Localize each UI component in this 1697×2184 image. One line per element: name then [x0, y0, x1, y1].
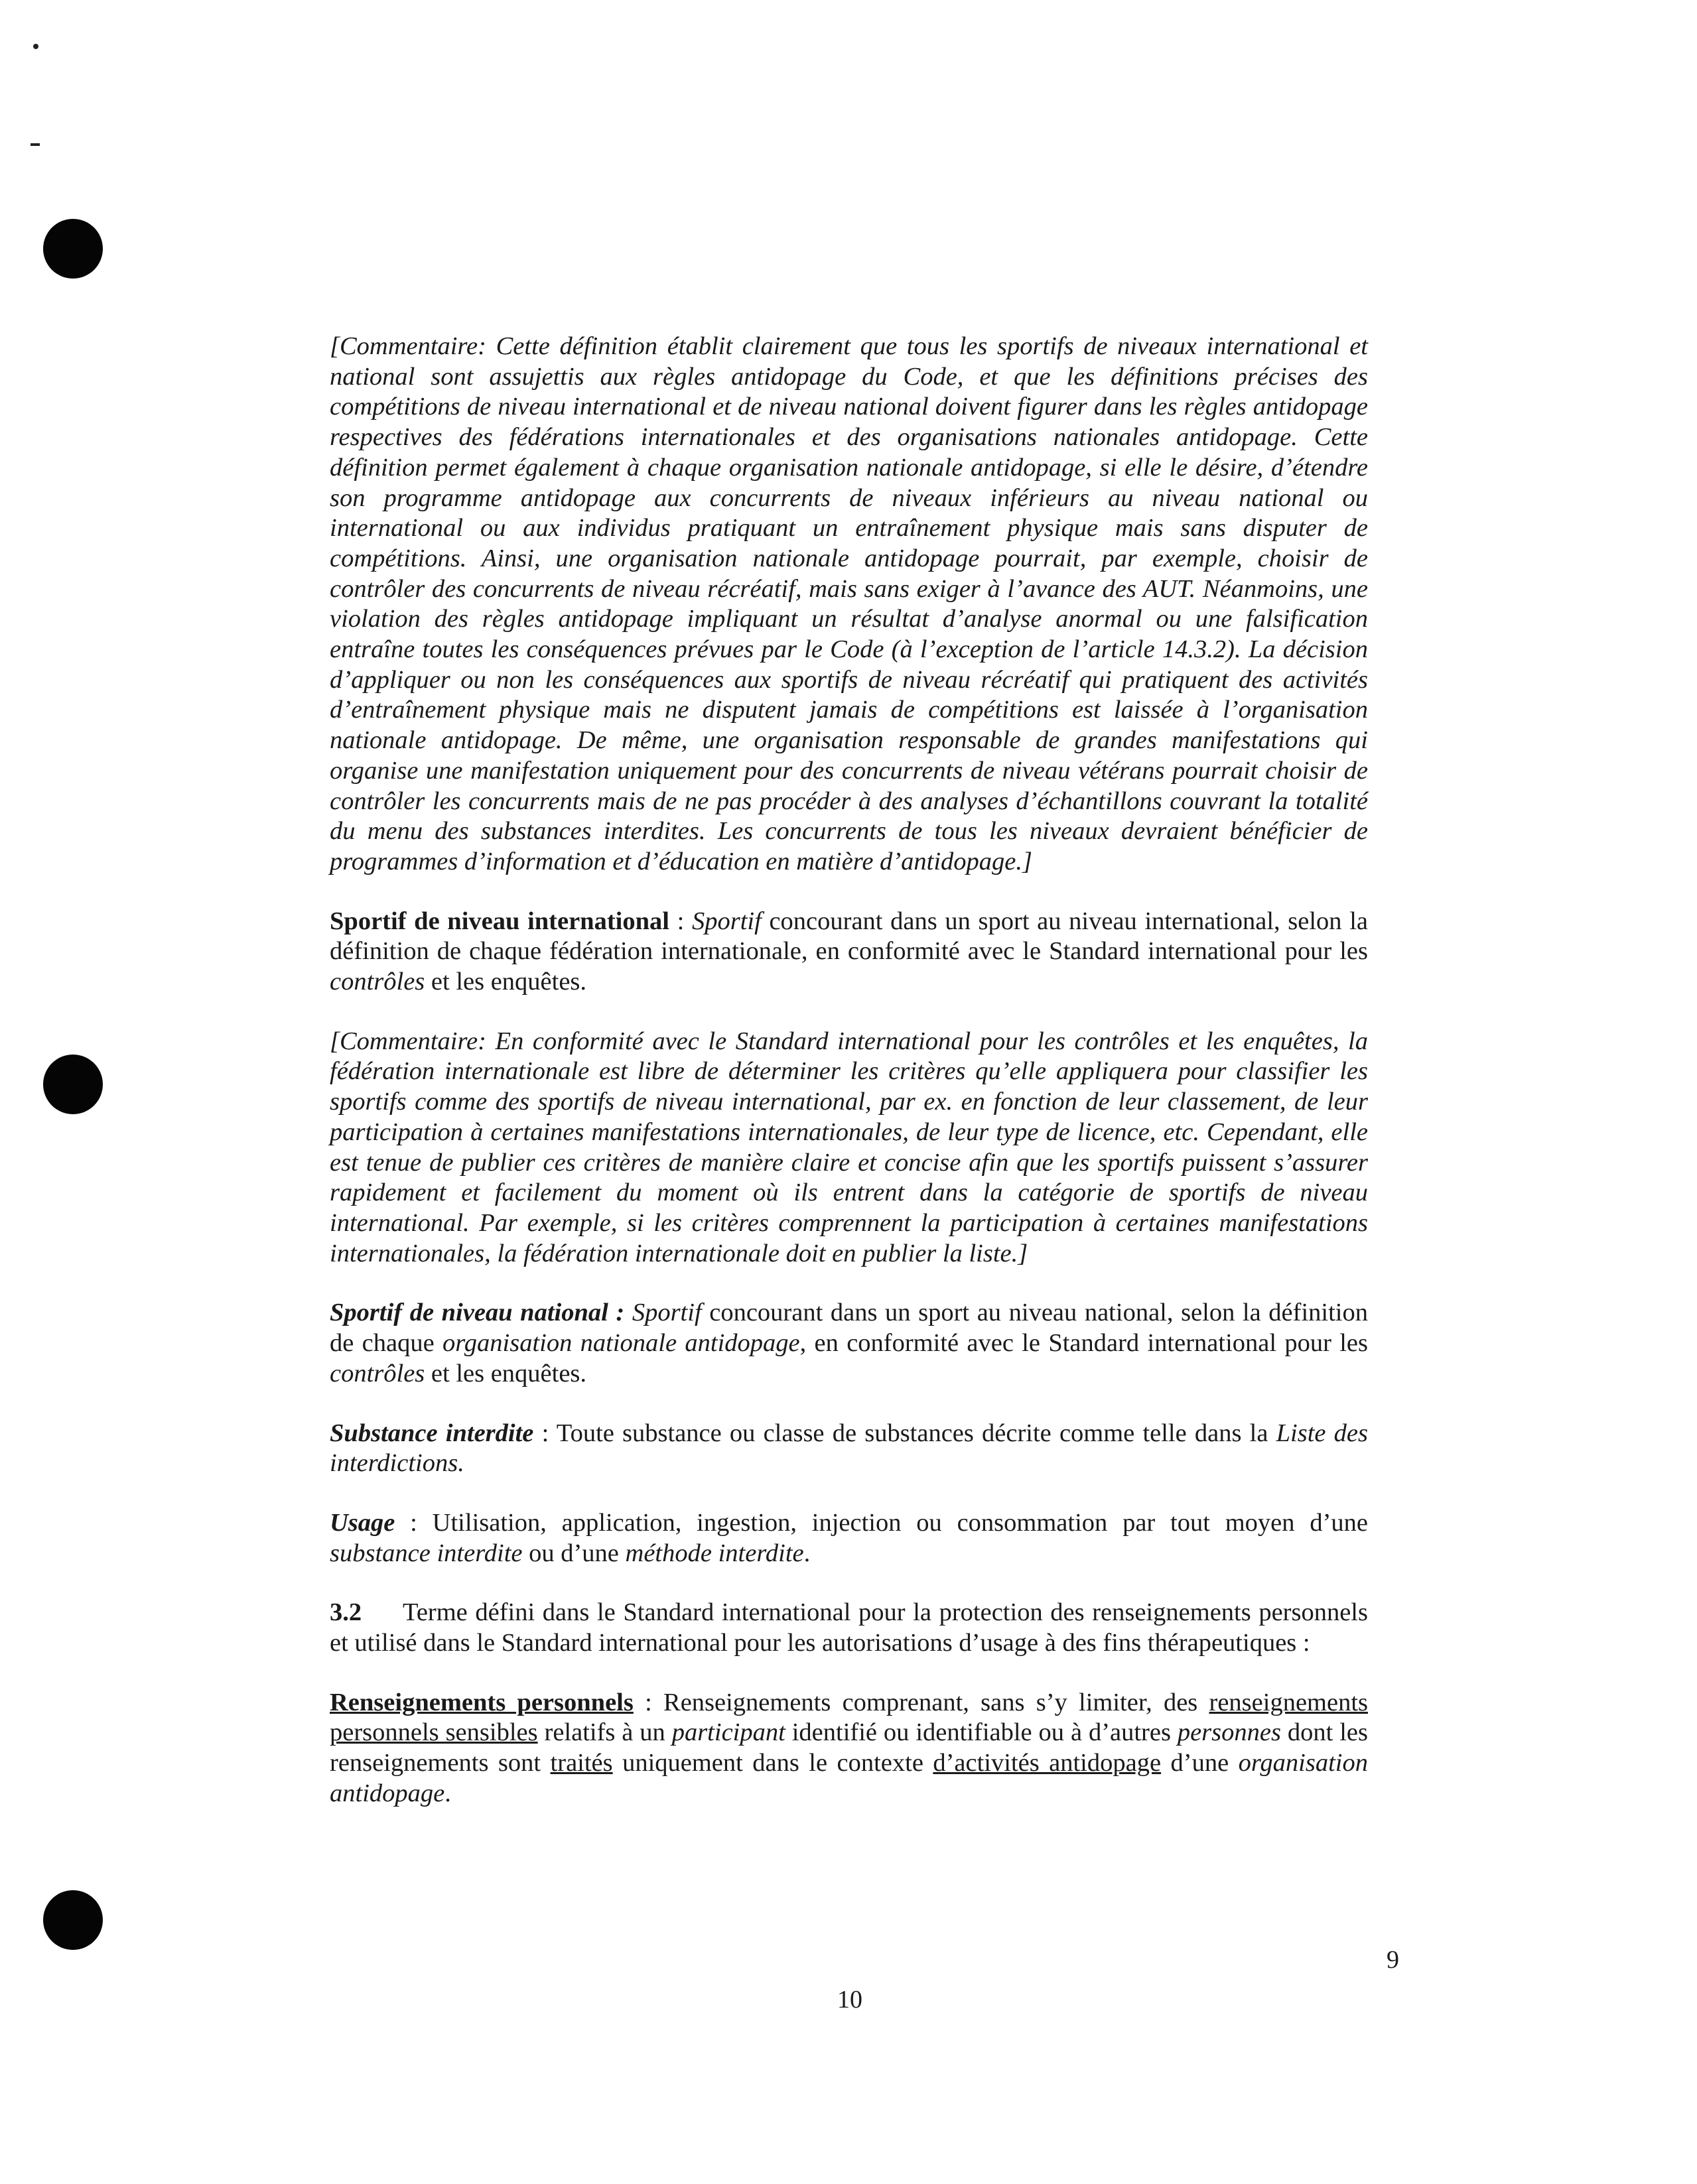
page-body: [330, 332, 1368, 1809]
scan-speck: [33, 44, 38, 49]
section-3-2: [330, 1598, 1368, 1658]
page-number-bottom: 10: [837, 1986, 862, 2014]
definition-prohibited-substance: Substance interdite : Toute substance ou classe de substances décrite comme telle dans la Liste des interdictions.: [330, 1419, 1369, 1478]
punch-hole: [43, 219, 103, 279]
commentary-paragraph: [Commentaire: En conformité avec le Standard international pour les contrôles et les enquêtes, la fédération internationale est libre de déterminer les critères qu’elle appliquera pour classifier les sportifs comme des sportifs de niveau international, par ex. en fonction de leur classement, de leur participation à certaines manifestations internationales, de leur type de licence, etc. Cependant, elle est tenue de publier ces critères de manière claire et concise afin que les sportifs puissent s’assurer rapidement et facilement du moment où ils entrent dans la catégorie de sportifs de niveau international. Par exemple, si les critères comprennent la participation à certaines manifestations internationales, la fédération internationale doit en publier la liste.]: [330, 1027, 1368, 1267]
definition-term: Usage: [330, 1508, 395, 1537]
definition-international-athlete: Sportif de niveau international : Sportif concourant dans un sport au niveau international, selon la définition de chaque fédération internationale, en conformité avec le Standard international pour les contrôles et les enquêtes.: [330, 907, 1368, 996]
definition-use: Usage : Utilisation, application, ingestion, injection ou consommation par tout moyen d’une substance interdite ou d’une méthode interdite.: [330, 1508, 1368, 1567]
commentary-paragraph: [Commentaire: Cette définition établit clairement que tous les sportifs de niveaux international et national sont assujettis aux règles antidopage du Code, et que les définitions précises des compétitions de niveau international et de niveau national doivent figurer dans les règles antidopage respectives des fédérations internationales et des organisations nationales antidopage. Cette définition permet également à chaque organisation nationale antidopage, si elle le désire, d’étendre son programme antidopage aux concurrents de niveaux inférieurs au niveau national ou international ou aux individus pratiquant un entraînement physique mais sans disputer de compétitions. Ainsi, une organisation nationale antidopage pourrait, par exemple, choisir de contrôler des concurrents de niveau récréatif, mais sans exiger à l’avance des AUT. Néanmoins, une violation des règles antidopage impliquant un résultat d’analyse anormal ou une falsification entraîne toutes les conséquences prévues par le Code (à l’exception de l’article 14.3.2). La décision d’appliquer ou non les conséquences aux sportifs de niveau récréatif qui pratiquent des activités d’entraînement physique mais ne disputent jamais de compétitions est laissée à l’organisation nationale antidopage. De même, une organisation responsable de grandes manifestations qui organise une manifestation uniquement pour des concurrents de niveau vétérans pourrait choisir de contrôler les concurrents mais de ne pas procéder à des analyses d’échantillons couvrant la totalité du menu des substances interdites. Les concurrents de tous les niveaux devraient bénéficier de programmes d’information et d’éducation en matière d’antidopage.]: [330, 332, 1368, 875]
definition-national-athlete: Sportif de niveau national : Sportif concourant dans un sport au niveau national, selon la définition de chaque organisation nationale antidopage, en conformité avec le Standard international pour les contrôles et les enquêtes.: [330, 1299, 1368, 1387]
page-number-right: 9: [1387, 1946, 1399, 1974]
punch-hole: [43, 1055, 103, 1114]
section-text: Terme défini dans le Standard international pour la protection des renseignements personnels et utilisé dans le Standard international pour les autorisations d’usage à des fins thérapeutiques :: [330, 1598, 1368, 1657]
definition-personal-information: Renseignements personnels : Renseignements comprenant, sans s’y limiter, des renseignements personnels sensibles relatifs à un participant identifié ou identifiable ou à d’autres personnes dont les renseignements sont traités uniquement dans le contexte d’activités antidopage d’une organisation antidopage.: [330, 1688, 1368, 1807]
definition-term: Substance interdite: [330, 1419, 534, 1447]
section-number: 3.2: [330, 1598, 362, 1627]
punch-hole: [43, 1890, 103, 1950]
definition-term: Sportif de niveau international: [330, 907, 669, 935]
scan-dash: [31, 143, 40, 146]
definition-term: Sportif de niveau national :: [330, 1299, 625, 1327]
definition-term: Renseignements personnels: [330, 1688, 634, 1716]
